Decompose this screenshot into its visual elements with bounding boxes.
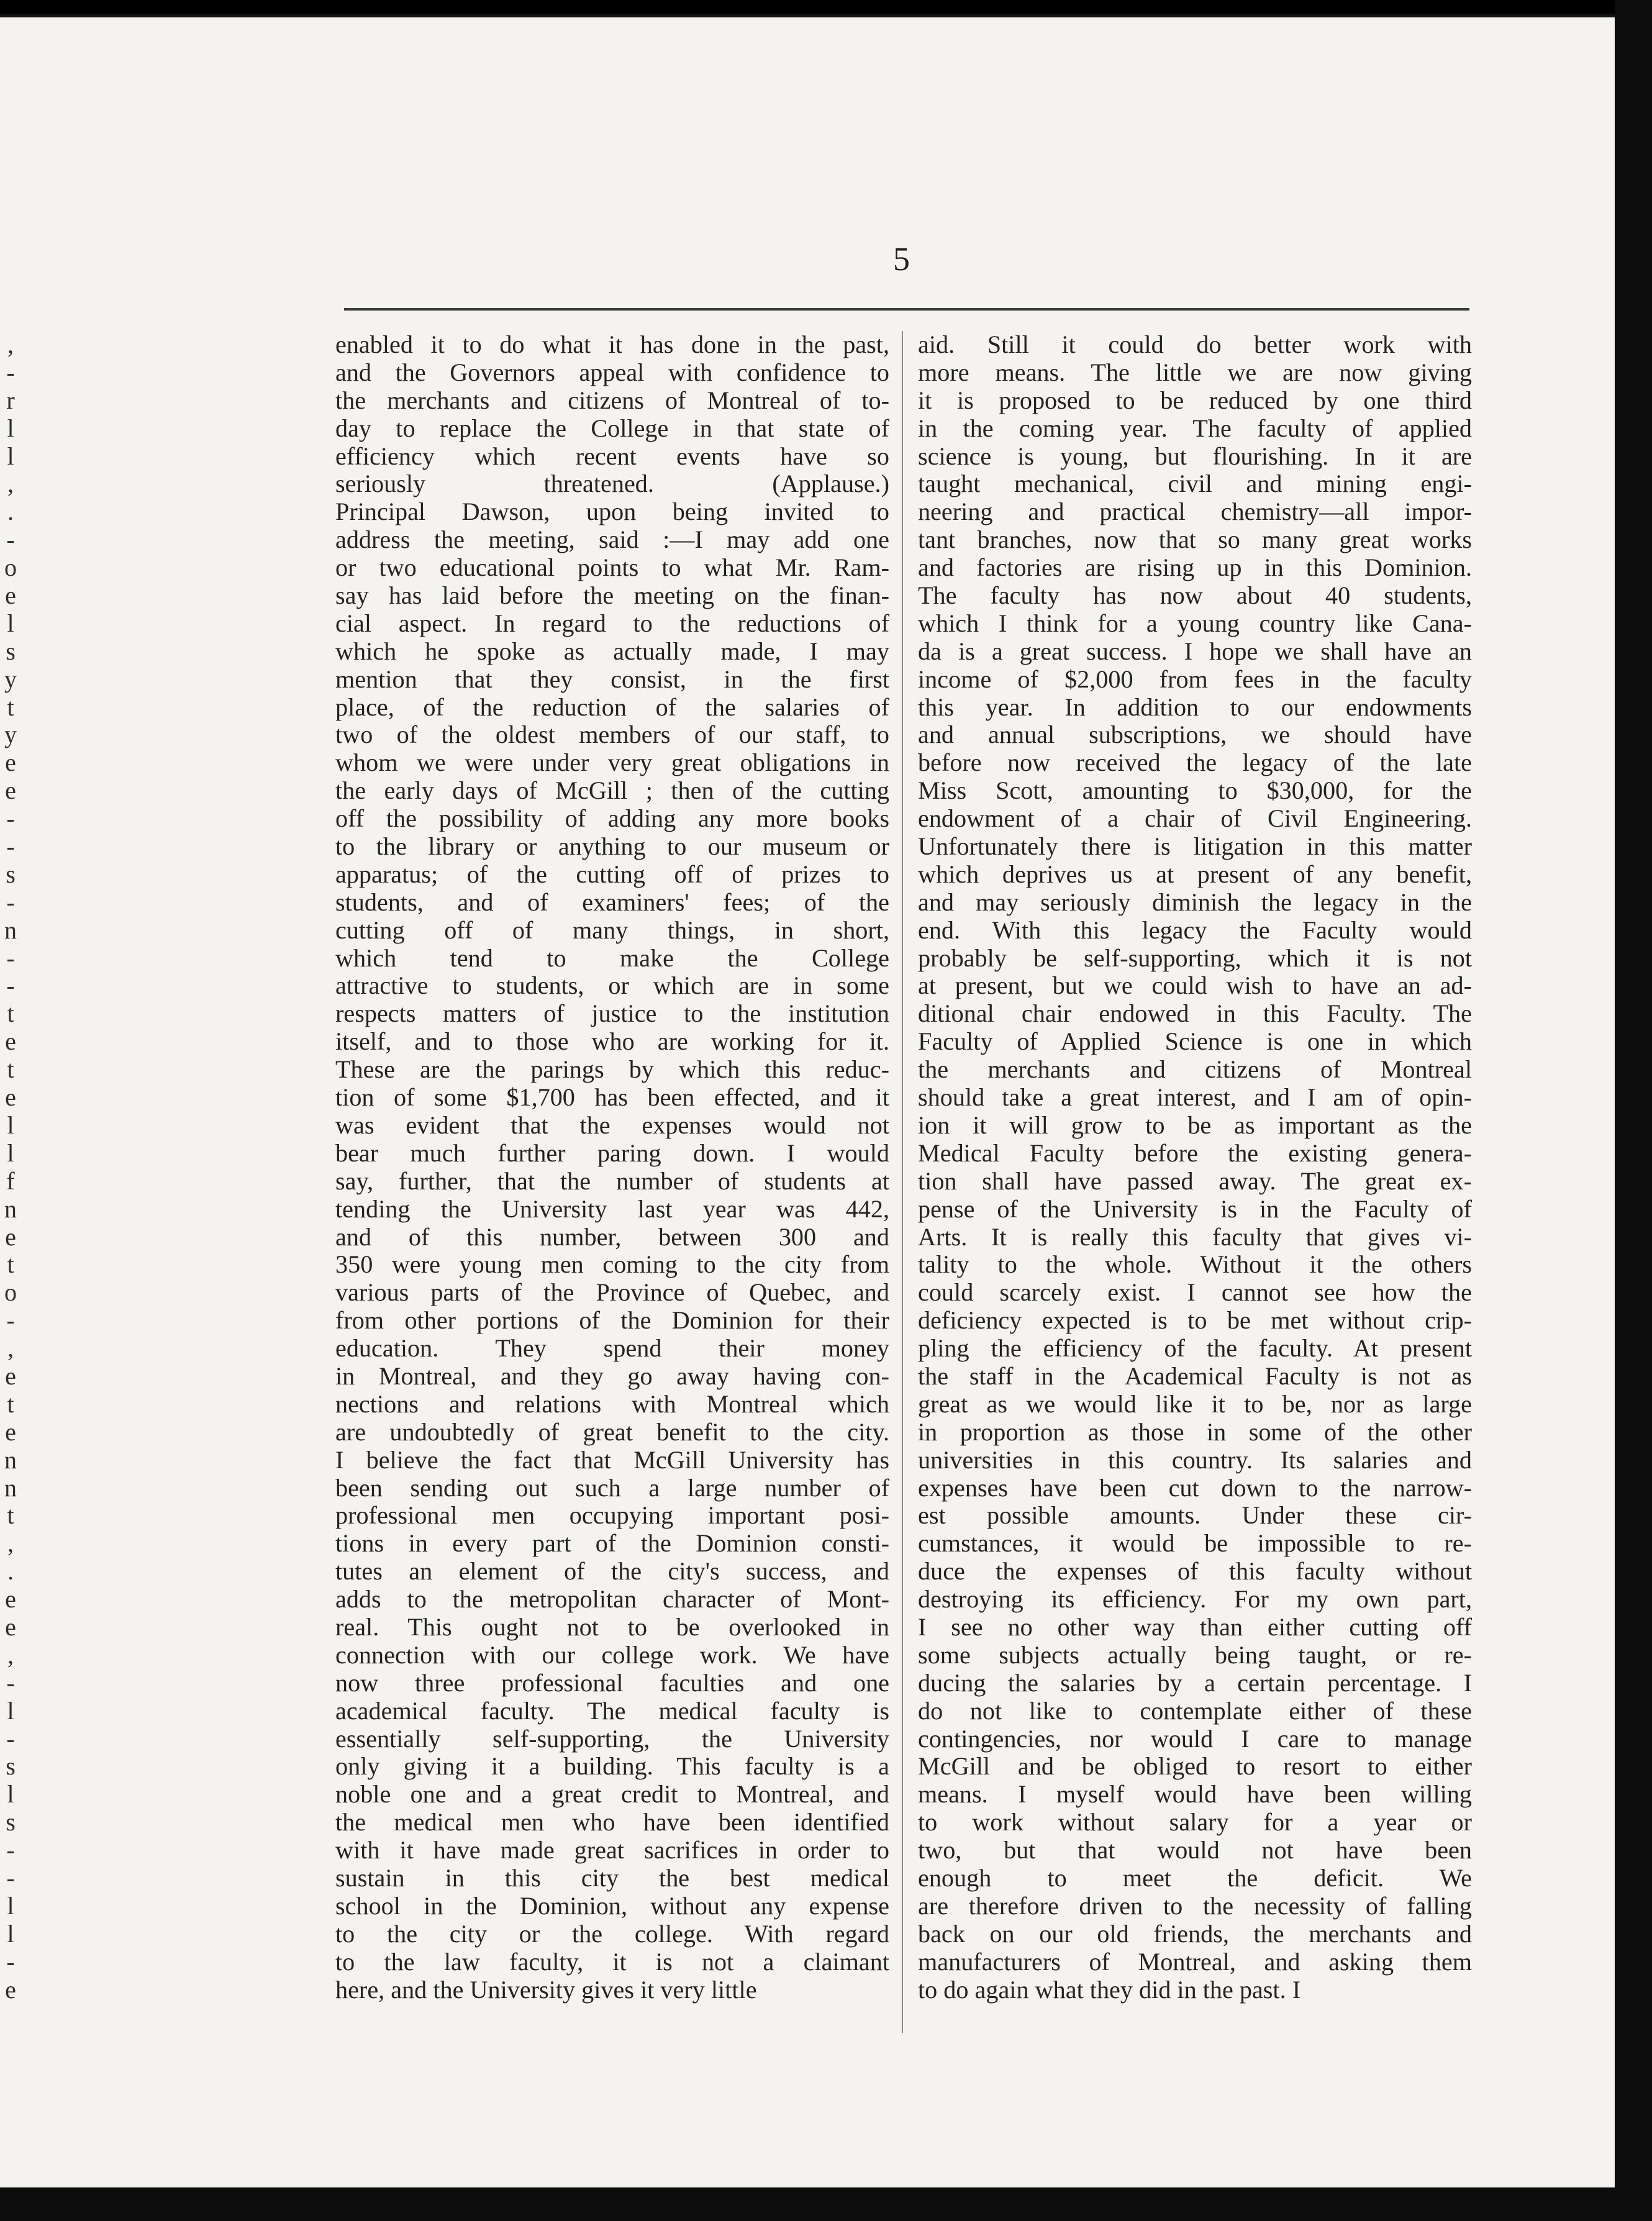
margin-fragment: e bbox=[5, 1222, 16, 1251]
text-line: the early days of McGill ; then of the cutting bbox=[335, 777, 889, 805]
margin-fragment: s bbox=[6, 637, 16, 665]
text-line: cumstances, it would be impossible to re- bbox=[918, 1530, 1472, 1558]
text-line: the staff in the Academical Faculty is not as bbox=[918, 1362, 1472, 1390]
text-line: and may seriously diminish the legacy in the bbox=[918, 888, 1472, 916]
text-line: back on our old friends, the merchants and bbox=[918, 1920, 1472, 1948]
margin-fragment: . bbox=[7, 497, 14, 526]
margin-fragment: t bbox=[7, 1501, 14, 1530]
text-line: only giving it a building. This faculty is a bbox=[335, 1753, 889, 1781]
text-line: real. This ought not to be overlooked in bbox=[335, 1613, 889, 1641]
margin-fragment: t bbox=[7, 1055, 14, 1084]
text-line: attractive to students, or which are in some bbox=[335, 972, 889, 1000]
text-line: cial aspect. In regard to the reductions of bbox=[335, 609, 889, 637]
text-line: and the Governors appeal with confidence to bbox=[335, 358, 889, 386]
margin-fragment: e bbox=[5, 748, 16, 777]
text-line: the merchants and citizens of Montreal of to- bbox=[335, 386, 889, 414]
margin-fragment: t bbox=[7, 1250, 14, 1279]
text-line: tion shall have passed away. The great ex- bbox=[918, 1167, 1472, 1195]
text-line: ditional chair endowed in this Faculty. The bbox=[918, 1000, 1472, 1028]
margin-fragment: n bbox=[4, 1445, 17, 1474]
margin-fragment: , bbox=[7, 470, 14, 498]
text-line: and annual subscriptions, we should have bbox=[918, 721, 1472, 749]
margin-fragment: l bbox=[7, 1780, 14, 1809]
text-line: tant branches, now that so many great works bbox=[918, 526, 1472, 554]
page-number: 5 bbox=[893, 240, 910, 278]
text-line: science is young, but flourishing. In it are bbox=[918, 442, 1472, 470]
margin-fragment: , bbox=[7, 1640, 14, 1669]
text-line: which tend to make the College bbox=[335, 944, 889, 972]
margin-fragment: y bbox=[4, 720, 17, 749]
text-line: was evident that the expenses would not bbox=[335, 1111, 889, 1139]
text-line: in proportion as those in some of the other bbox=[918, 1418, 1472, 1446]
text-line: various parts of the Province of Quebec, and bbox=[335, 1279, 889, 1307]
text-line: academical faculty. The medical faculty is bbox=[335, 1697, 889, 1725]
margin-fragment: e bbox=[5, 1361, 16, 1390]
text-line: to work without salary for a year or bbox=[918, 1809, 1472, 1837]
margin-fragment: - bbox=[6, 804, 15, 833]
margin-fragment: e bbox=[5, 1417, 16, 1446]
margin-fragment: f bbox=[6, 1166, 15, 1195]
text-line: place, of the reduction of the salaries of bbox=[335, 693, 889, 721]
text-line: tions in every part of the Dominion consti- bbox=[335, 1530, 889, 1558]
margin-fragment: - bbox=[6, 1668, 15, 1697]
margin-fragment: t bbox=[7, 999, 14, 1028]
text-line: enough to meet the deficit. We bbox=[918, 1864, 1472, 1892]
text-line: which deprives us at present of any benefit, bbox=[918, 860, 1472, 888]
text-line: pling the efficiency of the faculty. At present bbox=[918, 1335, 1472, 1363]
text-line: with it have made great sacrifices in order to bbox=[335, 1837, 889, 1864]
text-line: contingencies, nor would I care to manage bbox=[918, 1725, 1472, 1753]
text-line: in Montreal, and they go away having con- bbox=[335, 1362, 889, 1390]
text-line: I see no other way than either cutting off bbox=[918, 1613, 1472, 1641]
right-text-column bbox=[918, 331, 1472, 2004]
text-line: 350 were young men coming to the city from bbox=[335, 1251, 889, 1279]
text-line: Miss Scott, amounting to $30,000, for the bbox=[918, 777, 1472, 805]
document-page bbox=[0, 14, 1615, 2191]
scan-edge-right bbox=[1615, 0, 1652, 2221]
text-line: tion of some $1,700 has been effected, and it bbox=[335, 1084, 889, 1112]
text-line: seriously threatened. (Applause.) bbox=[335, 470, 889, 498]
text-line: which I think for a young country like Cana- bbox=[918, 609, 1472, 637]
text-line: The faculty has now about 40 students, bbox=[918, 582, 1472, 610]
margin-fragment: - bbox=[6, 358, 15, 386]
text-line: professional men occupying important posi- bbox=[335, 1502, 889, 1530]
text-line: two, but that would not have been bbox=[918, 1837, 1472, 1864]
text-line: neering and practical chemistry—all impor- bbox=[918, 498, 1472, 526]
margin-fragment: - bbox=[6, 943, 15, 972]
margin-fragment: - bbox=[6, 525, 15, 554]
text-line: itself, and to those who are working for it. bbox=[335, 1028, 889, 1056]
text-line: to the law faculty, it is not a claimant bbox=[335, 1948, 889, 1976]
margin-fragment: - bbox=[6, 1947, 15, 1976]
margin-fragment: - bbox=[6, 971, 15, 1000]
margin-fragment: l bbox=[7, 1891, 14, 1920]
text-line: and factories are rising up in this Dominion. bbox=[918, 554, 1472, 582]
margin-fragment: - bbox=[6, 1863, 15, 1892]
margin-fragment: s bbox=[6, 860, 16, 888]
text-line: essentially self-supporting, the University bbox=[335, 1725, 889, 1753]
text-line: I believe the fact that McGill University has bbox=[335, 1446, 889, 1474]
text-line: destroying its efficiency. For my own part, bbox=[918, 1586, 1472, 1614]
text-line: to the city or the college. With regard bbox=[335, 1920, 889, 1948]
text-line: Medical Faculty before the existing genera- bbox=[918, 1139, 1472, 1167]
text-line: end. With this legacy the Faculty would bbox=[918, 916, 1472, 944]
text-line: should take a great interest, and I am of opin- bbox=[918, 1084, 1472, 1112]
text-line: tality to the whole. Without it the others bbox=[918, 1251, 1472, 1279]
margin-fragment: . bbox=[7, 1557, 14, 1586]
text-line: est possible amounts. Under these cir- bbox=[918, 1502, 1472, 1530]
text-line: apparatus; of the cutting off of prizes to bbox=[335, 860, 889, 888]
text-line: could scarcely exist. I cannot see how the bbox=[918, 1279, 1472, 1307]
text-line: the medical men who have been identified bbox=[335, 1809, 889, 1837]
text-line: been sending out such a large number of bbox=[335, 1474, 889, 1502]
margin-fragment: e bbox=[5, 1975, 16, 2004]
text-line: manufacturers of Montreal, and asking them bbox=[918, 1948, 1472, 1976]
margin-fragment: y bbox=[4, 665, 17, 693]
text-line: which he spoke as actually made, I may bbox=[335, 637, 889, 665]
text-line: ion it will grow to be as important as the bbox=[918, 1111, 1472, 1139]
text-line: bear much further paring down. I would bbox=[335, 1139, 889, 1167]
text-line: adds to the metropolitan character of Mont- bbox=[335, 1586, 889, 1614]
text-line: mention that they consist, in the first bbox=[335, 665, 889, 693]
margin-fragment: n bbox=[4, 915, 17, 944]
text-line: now three professional faculties and one bbox=[335, 1669, 889, 1697]
text-line: two of the oldest members of our staff, to bbox=[335, 721, 889, 749]
scan-edge-bottom bbox=[0, 2187, 1652, 2221]
margin-fragment: - bbox=[6, 1724, 15, 1753]
text-line: say, further, that the number of students at bbox=[335, 1167, 889, 1195]
text-line: cutting off of many things, in short, bbox=[335, 916, 889, 944]
text-line: address the meeting, said :—I may add one bbox=[335, 526, 889, 554]
margin-fragment: o bbox=[4, 1278, 17, 1307]
margin-fragment: e bbox=[5, 776, 16, 805]
text-line: it is proposed to be reduced by one third bbox=[918, 386, 1472, 414]
text-line: nections and relations with Montreal which bbox=[335, 1390, 889, 1418]
margin-fragment: s bbox=[6, 1808, 16, 1837]
margin-fragment: n bbox=[4, 1473, 17, 1502]
margin-fragment: l bbox=[7, 442, 14, 470]
text-line: Principal Dawson, upon being invited to bbox=[335, 498, 889, 526]
margin-fragment: s bbox=[6, 1752, 16, 1781]
text-line: are undoubtedly of great benefit to the city. bbox=[335, 1418, 889, 1446]
left-text-column bbox=[335, 331, 889, 2004]
text-line: to the library or anything to our museum or bbox=[335, 833, 889, 861]
margin-fragment: l bbox=[7, 414, 14, 442]
margin-fragment: t bbox=[7, 1389, 14, 1418]
text-line: income of $2,000 from fees in the faculty bbox=[918, 665, 1472, 693]
header-rule bbox=[344, 308, 1469, 311]
margin-fragment: n bbox=[4, 1194, 17, 1223]
margin-fragment: r bbox=[6, 386, 15, 414]
text-line: These are the parings by which this reduc- bbox=[335, 1056, 889, 1084]
margin-fragment: , bbox=[7, 1529, 14, 1558]
text-line: whom we were under very great obligations in bbox=[335, 749, 889, 777]
text-line: the merchants and citizens of Montreal bbox=[918, 1056, 1472, 1084]
text-line: Unfortunately there is litigation in this matter bbox=[918, 833, 1472, 861]
text-line: enabled it to do what it has done in the past, bbox=[335, 331, 889, 358]
text-line: this year. In addition to our endowments bbox=[918, 693, 1472, 721]
text-line: da is a great success. I hope we shall have an bbox=[918, 637, 1472, 665]
margin-fragment: l bbox=[7, 1138, 14, 1167]
text-line: here, and the University gives it very little bbox=[335, 1976, 757, 2004]
margin-fragment: - bbox=[6, 1306, 15, 1335]
text-line: universities in this country. Its salaries and bbox=[918, 1446, 1472, 1474]
text-line: or two educational points to what Mr. Ram- bbox=[335, 554, 889, 582]
text-line: education. They spend their money bbox=[335, 1335, 889, 1363]
text-line: duce the expenses of this faculty without bbox=[918, 1558, 1472, 1586]
text-line: means. I myself would have been willing bbox=[918, 1781, 1472, 1809]
text-line: noble one and a great credit to Montreal, and bbox=[335, 1781, 889, 1809]
margin-fragment: , bbox=[7, 330, 14, 358]
margin-fragment: - bbox=[6, 1836, 15, 1864]
text-line: pense of the University is in the Faculty of bbox=[918, 1195, 1472, 1223]
margin-fragment: o bbox=[4, 553, 17, 582]
text-line: to do again what they did in the past. I bbox=[918, 1976, 1301, 2004]
text-line: tending the University last year was 442, bbox=[335, 1195, 889, 1223]
text-line: more means. The little we are now giving bbox=[918, 358, 1472, 386]
text-line: deficiency expected is to be met without crip- bbox=[918, 1307, 1472, 1335]
text-line: school in the Dominion, without any expense bbox=[335, 1892, 889, 1920]
text-line: in the coming year. The faculty of applied bbox=[918, 414, 1472, 442]
margin-fragment: e bbox=[5, 1027, 16, 1056]
text-line: efficiency which recent events have so bbox=[335, 442, 889, 470]
text-line: ducing the salaries by a certain percentage. I bbox=[918, 1669, 1472, 1697]
left-margin-fragments bbox=[0, 331, 21, 2004]
text-line: say has laid before the meeting on the finan- bbox=[335, 582, 889, 610]
text-line: sustain in this city the best medical bbox=[335, 1864, 889, 1892]
margin-fragment: l bbox=[7, 609, 14, 637]
text-line: expenses have been cut down to the narrow- bbox=[918, 1474, 1472, 1502]
column-divider bbox=[902, 331, 903, 2033]
text-line: great as we would like it to be, nor as large bbox=[918, 1390, 1472, 1418]
text-line: taught mechanical, civil and mining engi- bbox=[918, 470, 1472, 498]
text-line: McGill and be obliged to resort to either bbox=[918, 1753, 1472, 1781]
text-line: students, and of examiners' fees; of the bbox=[335, 888, 889, 916]
text-line: are therefore driven to the necessity of falling bbox=[918, 1892, 1472, 1920]
text-line: before now received the legacy of the late bbox=[918, 749, 1472, 777]
text-line: some subjects actually being taught, or re- bbox=[918, 1641, 1472, 1669]
margin-fragment: e bbox=[5, 581, 16, 610]
text-line: do not like to contemplate either of these bbox=[918, 1697, 1472, 1725]
text-line: from other portions of the Dominion for their bbox=[335, 1307, 889, 1335]
margin-fragment: l bbox=[7, 1696, 14, 1725]
margin-fragment: - bbox=[6, 888, 15, 916]
margin-fragment: e bbox=[5, 1585, 16, 1614]
text-line: probably be self-supporting, which it is not bbox=[918, 944, 1472, 972]
text-line: aid. Still it could do better work with bbox=[918, 331, 1472, 358]
text-line: at present, but we could wish to have an ad- bbox=[918, 972, 1472, 1000]
margin-fragment: e bbox=[5, 1612, 16, 1641]
text-line: off the possibility of adding any more books bbox=[335, 805, 889, 833]
margin-fragment: e bbox=[5, 1083, 16, 1112]
text-line: endowment of a chair of Civil Engineering. bbox=[918, 805, 1472, 833]
text-line: Faculty of Applied Science is one in which bbox=[918, 1028, 1472, 1056]
margin-fragment: l bbox=[7, 1919, 14, 1948]
text-line: connection with our college work. We have bbox=[335, 1641, 889, 1669]
text-line: tutes an element of the city's success, and bbox=[335, 1558, 889, 1586]
margin-fragment: l bbox=[7, 1110, 14, 1139]
text-line: Arts. It is really this faculty that gives vi- bbox=[918, 1223, 1472, 1251]
text-line: and of this number, between 300 and bbox=[335, 1223, 889, 1251]
margin-fragment: , bbox=[7, 1334, 14, 1363]
text-line: respects matters of justice to the institution bbox=[335, 1000, 889, 1028]
margin-fragment: - bbox=[6, 832, 15, 861]
margin-fragment: t bbox=[7, 693, 14, 721]
text-line: day to replace the College in that state of bbox=[335, 414, 889, 442]
